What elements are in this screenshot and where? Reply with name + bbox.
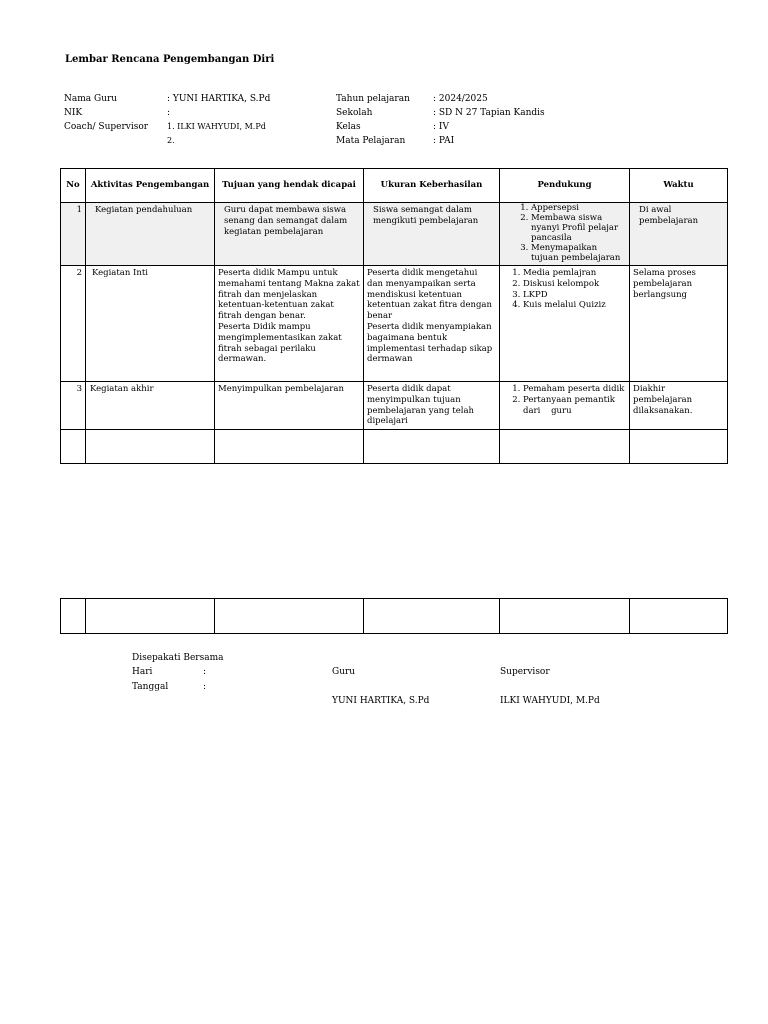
cell-tujuan: Menyimpulkan pembelajaran <box>215 382 364 430</box>
pendukung-item: 4. Kuis melalui Quiziz <box>523 300 626 311</box>
cell-pendukung <box>500 266 630 382</box>
cell-ukuran: Siswa semangat dalam mengikuti pembelajaran <box>364 203 500 266</box>
label-tahun: Tahun pelajaran <box>336 94 410 104</box>
supervisor-name: ILKI WAHYUDI, M.Pd <box>500 696 600 706</box>
label-nik: NIK <box>64 108 83 118</box>
tanggal-colon: : <box>203 682 207 692</box>
empty-cell <box>215 430 364 464</box>
value-nik: : <box>167 108 171 118</box>
empty-cell <box>86 599 215 634</box>
guru-name: YUNI HARTIKA, S.Pd <box>332 696 430 706</box>
table-row <box>61 203 728 266</box>
hari-label: Hari <box>132 667 153 677</box>
empty-cell <box>500 430 630 464</box>
empty-cell <box>500 599 630 634</box>
empty-cell <box>364 430 500 464</box>
info-right-labels <box>336 92 410 148</box>
pendukung-item: 1. Appersepsi <box>531 203 626 213</box>
value-nama-guru: : YUNI HARTIKA, S.Pd <box>167 94 271 104</box>
tanggal-label: Tanggal <box>132 682 169 692</box>
pendukung-item: 3. Menymapaikan tujuan pembelajaran <box>531 243 626 263</box>
cell-tujuan: Peserta didik Mampu untuk memahami tentang Makna zakat fitrah dan menjelaskan ketentuan-ketentuan zakat fitrah dengan benar. Peserta Didik mampu mengimplementasikan zakat fitrah sebagai perilaku dermawan. <box>215 266 364 382</box>
empty-cell <box>364 599 500 634</box>
cell-no: 3 <box>61 382 86 430</box>
table-row <box>61 266 728 382</box>
pendukung-item: 2. Membawa siswa nyanyi Profil pelajar pancasila <box>531 213 626 243</box>
header-aktivitas: Aktivitas Pengembangan <box>86 169 215 203</box>
cell-waktu: Di awal pembelajaran <box>630 203 728 266</box>
development-plan-table <box>60 168 728 464</box>
pendukung-item: 1. Pemaham peserta didik <box>523 384 626 395</box>
cell-waktu: Diakhir pembelajaran dilaksanakan. <box>630 382 728 430</box>
agreement-label: Disepakati Bersama <box>132 653 224 663</box>
empty-cell <box>630 430 728 464</box>
cell-pendukung <box>500 382 630 430</box>
value-sekolah: : SD N 27 Tapian Kandis <box>433 108 545 118</box>
label-kelas: Kelas <box>336 122 361 132</box>
pendukung-item: 2. Pertanyaan pemantik dari guru <box>523 395 626 417</box>
pendukung-item: 1. Media pemlajran <box>523 268 626 279</box>
value-mapel: : PAI <box>433 136 455 146</box>
cell-no: 2 <box>61 266 86 382</box>
table-row-empty <box>61 430 728 464</box>
hari-colon: : <box>203 667 207 677</box>
label-nama-guru: Nama Guru <box>64 94 118 104</box>
guru-label: Guru <box>332 667 356 677</box>
header-waktu: Waktu <box>630 169 728 203</box>
empty-table <box>60 598 728 634</box>
header-tujuan: Tujuan yang hendak dicapai <box>215 169 364 203</box>
page-title: Lembar Rencana Pengembangan Diri <box>65 54 275 65</box>
info-left-values <box>167 92 270 148</box>
value-coach-2: 2. <box>167 136 175 145</box>
value-tahun: : 2024/2025 <box>433 94 488 104</box>
cell-pendukung <box>500 203 630 266</box>
cell-ukuran: Peserta didik dapat menyimpulkan tujuan pembelajaran yang telah dipelajari <box>364 382 500 430</box>
empty-cell <box>215 599 364 634</box>
info-right-values <box>433 92 545 148</box>
label-mapel: Mata Pelajaran <box>336 136 406 146</box>
cell-waktu: Selama proses pembelajaran berlangsung <box>630 266 728 382</box>
cell-aktivitas: Kegiatan Inti <box>86 266 215 382</box>
label-coach: Coach/ Supervisor <box>64 122 149 132</box>
pendukung-item: 2. Diskusi kelompok <box>523 279 626 290</box>
cell-aktivitas: Kegiatan pendahuluan <box>86 203 215 266</box>
empty-cell <box>86 430 215 464</box>
header-ukuran: Ukuran Keberhasilan <box>364 169 500 203</box>
label-empty <box>64 134 148 148</box>
table-row <box>61 382 728 430</box>
value-coach-1: 1. ILKI WAHYUDI, M.Pd <box>167 122 266 131</box>
table-row-empty <box>61 599 728 634</box>
empty-cell <box>630 599 728 634</box>
header-no: No <box>61 169 86 203</box>
table-header-row <box>61 169 728 203</box>
cell-tujuan: Guru dapat membawa siswa senang dan semangat dalam kegiatan pembelajaran <box>215 203 364 266</box>
cell-aktivitas: Kegiatan akhir <box>86 382 215 430</box>
cell-ukuran: Peserta didik mengetahui dan menyampaikan serta mendiskusi ketentuan ketentuan zakat fitra dengan benar Peserta didik menyampiakan bagaimana bentuk implementasi terhadap sikap dermawan <box>364 266 500 382</box>
label-sekolah: Sekolah <box>336 108 373 118</box>
header-pendukung: Pendukung <box>500 169 630 203</box>
empty-cell <box>61 430 86 464</box>
value-kelas: : IV <box>433 122 449 132</box>
supervisor-label: Supervisor <box>500 667 550 677</box>
pendukung-item: 3. LKPD <box>523 290 626 301</box>
info-left-labels <box>64 92 148 148</box>
cell-no: 1 <box>61 203 86 266</box>
empty-cell <box>61 599 86 634</box>
